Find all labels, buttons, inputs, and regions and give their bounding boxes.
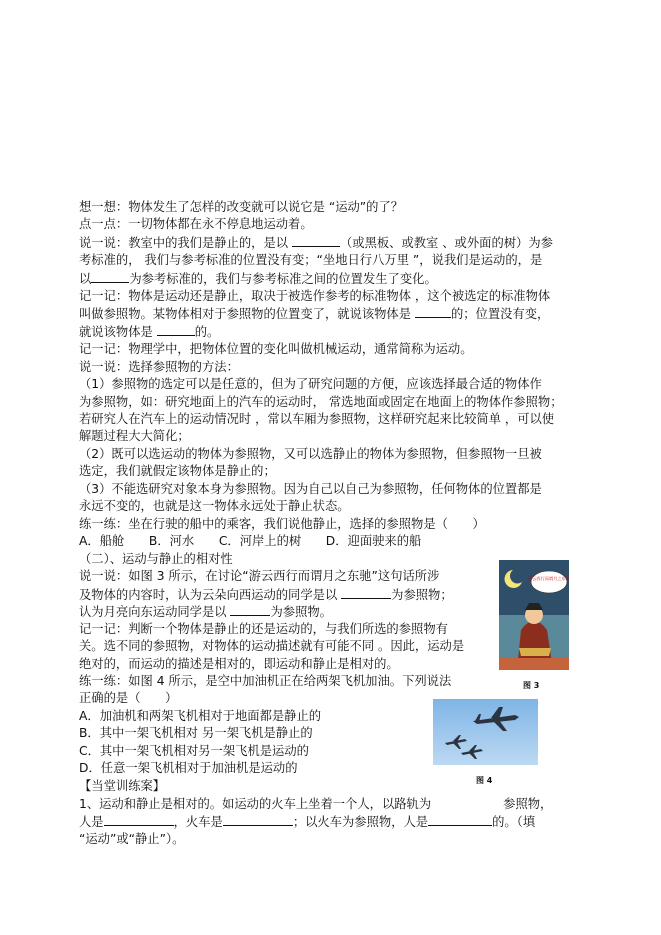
practice-q1-line-2 [79,813,535,831]
text-segment: 为参照物； [391,588,453,602]
text-segment: （或黑板、或教室 、或外面的树）为参 [339,236,553,250]
text-segment: 为参考标准的，我们与参考标准之间的位置发生了变化。 [129,272,437,286]
answer-blank[interactable] [157,323,195,336]
text-segment: 以 [79,272,92,286]
method-2-line-2: 选定，我们就假定该物体是静止的； [79,464,276,478]
remember-line-2 [79,305,549,323]
text-segment: 认为月亮向东运动同学是以 [79,605,231,619]
figure-4-illustration [433,699,538,765]
text-segment: ；以火车为参照物，人是 [292,815,429,829]
method-1-line-4: 解题过程大大简化； [79,429,190,443]
method-heading: 说一说：选择参照物的方法： [79,360,239,374]
practice-q1-line-3: “运动”或“静止”）。 [79,832,185,846]
exercise-1-options: A．船舱 B．河水 C．河岸上的树 D．迎面驶来的船 [79,534,422,548]
exercise-1-question: 练一练：坐在行驶的船中的乘客，我们说他静止，选择的参照物是（ ） [79,517,485,531]
fig3-question-line-3 [79,603,332,621]
text-segment: 的。 [194,325,220,339]
fig3-question-line-2 [79,586,453,604]
text-segment: 的；位置没有变， [450,307,550,321]
fig3-question-line-1: 说一说：如图 3 所示，在讨论“游云西行而谓月之东驰”这句话所涉 [79,569,440,583]
moon-scene-icon [499,560,569,670]
text-segment: 叫做参照物。某物体相对于参照物的位置变了，就说该物体是 [79,307,415,321]
text-segment: 的。（填 [492,815,536,829]
answer-blank[interactable] [292,234,340,247]
speech-bubble-text: 游云西行而谓月之东驰 [528,576,569,581]
relativity-line-3: 绝对的，而运动的描述是相对的，即运动和静止是相对的。 [79,657,399,671]
method-1-line-3: 若研究人在汽车上的运动情况时 ，常以车厢为参照物，这样研究起来比较简单 ，可以使 [79,412,555,426]
answer-blank[interactable] [428,813,492,826]
exercise-2-option-d: D．任意一架飞机相对于加油机是运动的 [79,761,298,775]
method-3-line-2: 永远不变的，也就是这一物体永远处于静止状态。 [79,499,350,513]
text-segment: 就说该物体是 [79,325,157,339]
exercise-2-option-b: B．其中一架飞机相对 另一架飞机是静止的 [79,726,313,740]
exercise-2-question-line-2: 正确的是（ ） [79,691,178,705]
say-line-3 [79,270,437,288]
remember-line-1: 记一记：物体是运动还是静止，取决于被选作参考的标准物体 ，这个被选定的标准物体 [79,289,551,303]
mechanical-motion-definition: 记一记：物理学中，把物体位置的变化叫做机械运动，通常简称为运动。 [79,342,473,356]
text-segment: 参照物， [503,797,553,811]
practice-q1-line-1 [79,796,552,813]
answer-blank[interactable] [104,813,174,826]
relativity-line-1: 记一记：判断一个物体是静止的还是运动的，与我们所选的参照物有 [79,622,448,636]
answer-blank[interactable] [341,586,391,599]
figure-3-illustration [499,560,569,670]
text-segment: ，火车是 [173,815,223,829]
figure-4-caption: 图 4 [476,776,493,785]
answer-blank[interactable] [230,603,270,616]
remember-line-3 [79,323,219,341]
point-statement: 点一点：一切物体都在永不停息地运动着。 [79,217,313,231]
method-1-line-2: 为参照物，如：研究地面上的汽车的运动时， 常选地面或固定在地面上的物体作参照物； [79,395,563,409]
say-line-2: 考标准的， 我们与参考标准的位置没有变；“坐地日行八万里 ”，说我们是运动的，是 [79,253,543,267]
practice-heading: 【当堂训练案】 [79,779,166,793]
say-line-1 [79,234,553,252]
relativity-line-2: 关。选不同的参照物，对物体的运动描述就有可能不同 。因此，运动是 [79,639,465,653]
text-segment: 人是 [79,815,104,829]
exercise-2-question-line-1: 练一练：如图 4 所示，是空中加油机正在给两架飞机加油。下列说法 [79,674,452,688]
exercise-2-option-c: C．其中一架飞机相对另一架飞机是运动的 [79,744,309,758]
method-3-line-1: （3）不能选研究对象本身为参照物。因为自己以自己为参照物，任何物体的位置都是 [79,482,542,496]
think-prompt: 想一想：物体发生了怎样的改变就可以说它是 “运动”的了？ [79,200,404,214]
method-2-line-1: （2）既可以选运动的物体为参照物，又可以选静止的物体为参照物，但参照物一旦被 [79,447,542,461]
text-segment: 说一说：教室中的我们是静止的，是以 [79,236,292,250]
answer-blank[interactable] [91,270,129,283]
text-segment: 及物体的内容时，认为云朵向西运动的同学是以 [79,588,342,602]
text-segment: 为参照物。 [270,605,332,619]
section-2-heading: （二）、运动与静止的相对性 [79,552,233,566]
text-segment: 1、运动和静止是相对的。如运动的火车上坐着一个人，以路轨为 [79,797,432,811]
figure-3-caption: 图 3 [523,681,540,690]
exercise-2-option-a: A．加油机和两架飞机相对于地面都是静止的 [79,709,322,723]
method-1-line-1: （1）参照物的选定可以是任意的，但为了研究问题的方便，应该选择最合适的物体作 [79,377,542,391]
aircraft-refueling-icon [433,699,538,765]
answer-blank[interactable] [223,813,293,826]
answer-blank[interactable] [415,305,451,318]
